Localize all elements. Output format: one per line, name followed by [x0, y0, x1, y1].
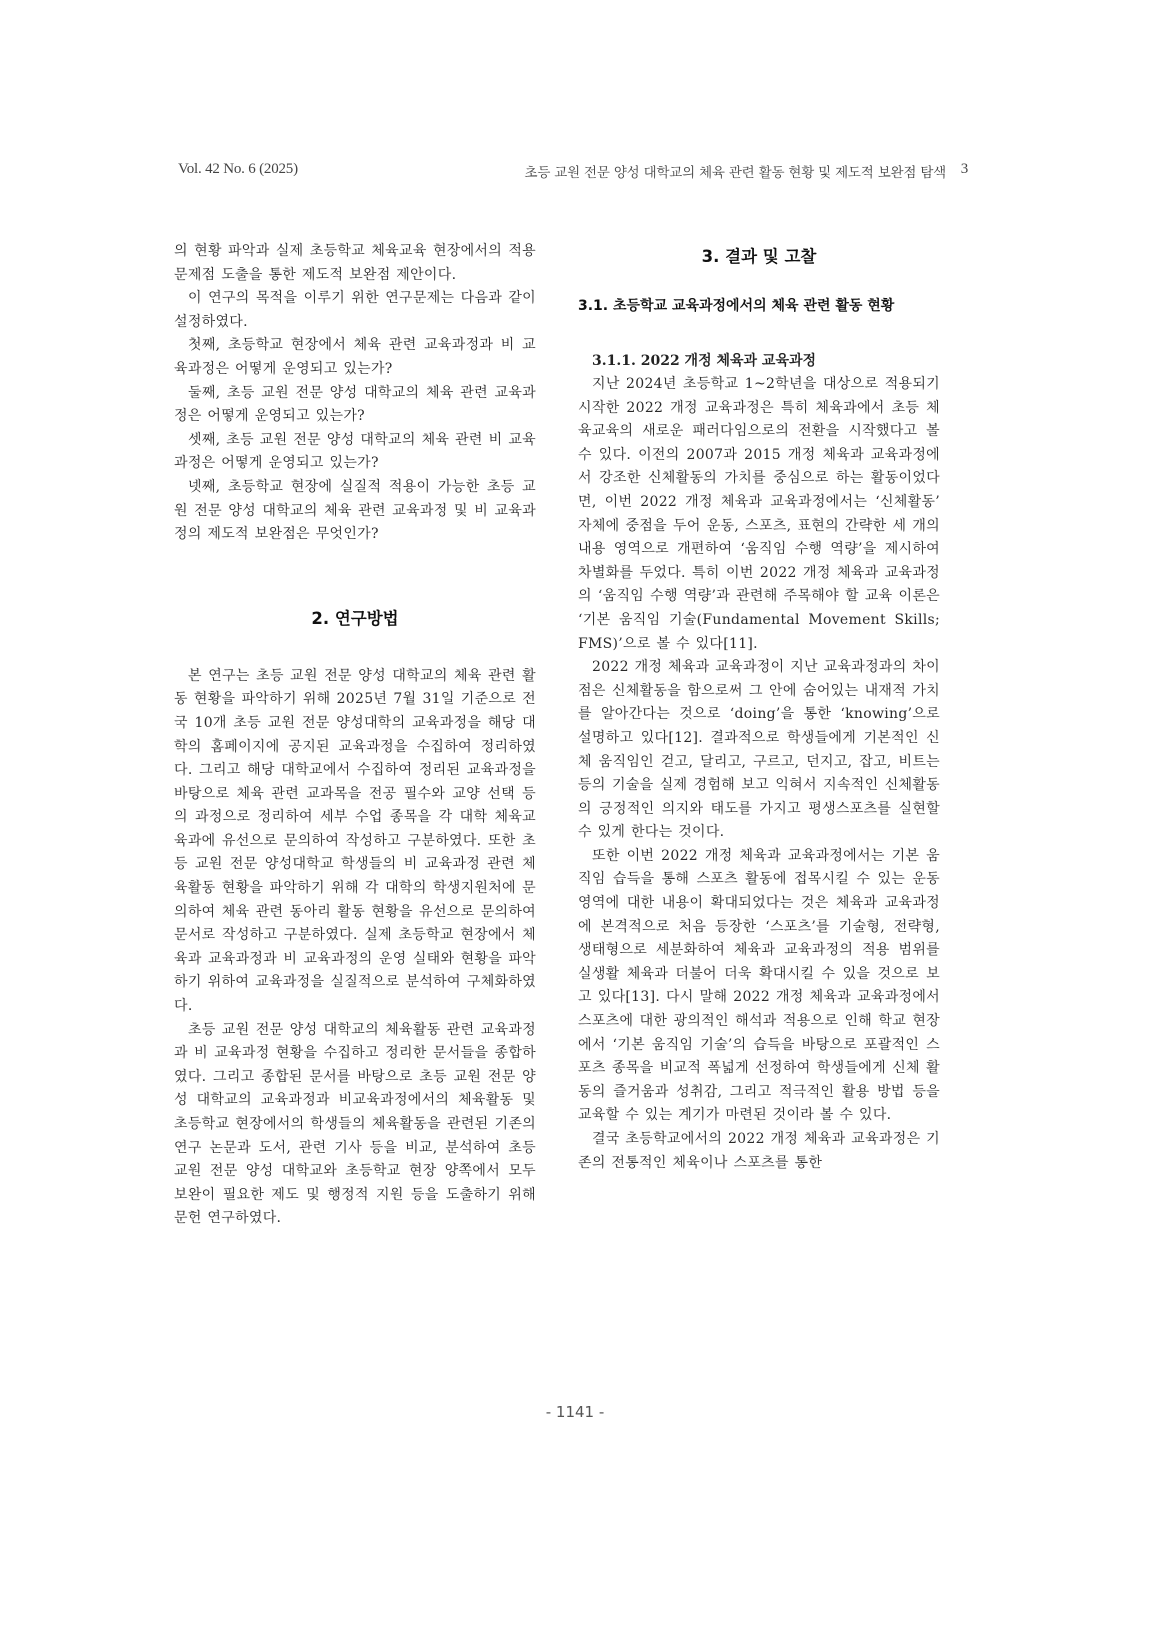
body-paragraph: 결국 초등학교에서의 2022 개정 체육과 교육과정은 기존의 전통적인 체육이나 스포츠를 통한 — [578, 1131, 940, 1171]
body-paragraph: 지난 2024년 초등학교 1~2학년을 대상으로 적용되기 시작한 2022 개정 교육과정은 특히 체육과에서 초등 체육교육의 새로운 패러다임으로의 전환을 시작했다고 볼 수 있다. 이전의 2007과 2015 개정 체육과 교육과정에서 강조한 신체활동의 가치를 중심으로 하는 활동이었다면, 이번 2022 개정 체육과 교육과정에서는 ‘신체활동’ 자체에 중점을 두어 운동, 스포츠, 표현의 간략한 세 개의 내용 영역으로 개편하여 ‘움직임 수행 역량’을 제시하여 차별화를 두었다. 특히 이번 2022 개정 체육과 교육과정의 ‘움직임 수행 역량’과 관련해 주목해야 할 교육 이론은 ‘기본 움직임 기술(Fundamental Movement Skills; FMS)’으로 볼 수 있다[11]. — [578, 376, 940, 652]
footer-page-number: - 1141 - — [545, 1403, 605, 1421]
running-title: 초등 교원 전문 양성 대학교의 체육 관련 활동 현황 및 제도적 보완점 탐색 — [524, 165, 946, 181]
subsubsection-heading-3-1-1: 3.1.1. 2022 개정 체육과 교육과정 — [592, 353, 817, 369]
body-paragraph: 본 연구는 초등 교원 전문 양성 대학교의 체육 관련 활동 현황을 파악하기 위해 2025년 7월 31일 기준으로 전국 10개 초등 교원 전문 양성대학의 교육과정을 해당 대학의 홈페이지에 공지된 교육과정을 수집하여 정리하였다. 그리고 해당 대학교에서 수집하여 정리된 교육과정을 바탕으로 체육 관련 교과목을 전공 필수와 교양 선택 등의 과정으로 정리하여 세부 수업 종목을 각 대학 체육교육과에 유선으로 문의하여 작성하고 구분하였다. 또한 초등 교원 전문 양성대학교 학생들의 비 교육과정 관련 체육활동 현황을 파악하기 위해 각 대학의 학생지원처에 문의하여 체육 관련 동아리 활동 현황을 유선으로 문의하여 문서로 작성하고 구분하였다. 실제 초등학교 현장에서 체육과 교육과정과 비 교육과정의 운영 실태와 현황을 파악하기 위하여 교육과정을 실질적으로 분석하여 구체화하였다. — [174, 667, 536, 1015]
section-heading-results: 3. 결과 및 고찰 — [701, 247, 817, 266]
header-page-number: 3 — [960, 161, 968, 177]
left-column — [174, 240, 536, 1231]
section-heading-methods: 2. 연구방법 — [311, 608, 399, 628]
right-column — [578, 243, 940, 1175]
body-paragraph: 이 연구의 목적을 이루기 위한 연구문제는 다음과 같이 설정하였다. — [174, 290, 536, 330]
research-question-1: 첫째, 초등학교 현장에서 체육 관련 교육과정과 비 교육과정은 어떻게 운영되고 있는가? — [174, 337, 536, 377]
body-paragraph: 또한 이번 2022 개정 체육과 교육과정에서는 기본 움직임 습득을 통해 스포츠 활동에 접목시킬 수 있는 운동 영역에 대한 내용이 확대되었다는 것은 체육과 교육과정에 본격적으로 처음 등장한 ‘스포츠’를 기술형, 전략형, 생태형으로 세분화하여 체육과 교육과정의 적용 범위를 실생활 체육과 더불어 더욱 확대시킬 수 있을 것으로 보고 있다[13]. 다시 말해 2022 개정 체육과 교육과정에서 스포츠에 대한 광의적인 해석과 적용으로 인해 학교 현장에서 ‘기본 움직임 기술’의 습득을 바탕으로 포괄적인 스포츠 종목을 비교적 폭넓게 선정하여 학생들에게 신체 활동의 즐거움과 성취감, 그리고 적극적인 활용 방법 등을 교육할 수 있는 계기가 마련된 것이라 볼 수 있다. — [578, 847, 940, 1124]
subsection-heading-3-1: 3.1. 초등학교 교육과정에서의 체육 관련 활동 현황 — [578, 298, 895, 314]
body-paragraph: 초등 교원 전문 양성 대학교의 체육활동 관련 교육과정과 비 교육과정 현황을 수집하고 정리한 문서들을 종합하였다. 그리고 종합된 문서를 바탕으로 초등 교원 전문 양성 대학교의 교육과정과 비교육과정에서의 체육활동 및 초등학교 현장에서의 학생들의 체육활동을 관련된 기존의 연구 논문과 도서, 관련 기사 등을 비교, 분석하여 초등 교원 전문 양성 대학교와 초등학교 현장 양쪽에서 모두 보완이 필요한 제도 및 행정적 지원 등을 도출하기 위해 문헌 연구하였다. — [174, 1021, 536, 1227]
research-question-2: 둘째, 초등 교원 전문 양성 대학교의 체육 관련 교육과정은 어떻게 운영되고 있는가? — [174, 384, 536, 425]
body-paragraph: 의 현황 파악과 실제 초등학교 체육교육 현장에서의 적용 문제점 도출을 통한 제도적 보완점 제안이다. — [174, 243, 536, 283]
body-paragraph: 2022 개정 체육과 교육과정이 지난 교육과정과의 차이점은 신체활동을 함으로써 그 안에 숨어있는 내재적 가치를 알아간다는 것으로 ‘doing’을 통한 ‘knowing’으로 설명하고 있다[12]. 결과적으로 학생들에게 기본적인 신체 움직임인 걷고, 달리고, 구르고, 던지고, 잡고, 비트는 등의 기술을 실제 경험해 보고 익혀서 지속적인 신체활동의 긍정적인 의지와 태도를 가지고 평생스포츠를 실현할 수 있게 한다는 것이다. — [578, 659, 940, 841]
research-question-4: 넷째, 초등학교 현장에 실질적 적용이 가능한 초등 교원 전문 양성 대학교의 체육 관련 교육과정 및 비 교육과정의 제도적 보완점은 무엇인가? — [174, 478, 536, 543]
research-question-3: 셋째, 초등 교원 전문 양성 대학교의 체육 관련 비 교육과정은 어떻게 운영되고 있는가? — [174, 431, 536, 472]
journal-volume: Vol. 42 No. 6 (2025) — [178, 161, 298, 177]
